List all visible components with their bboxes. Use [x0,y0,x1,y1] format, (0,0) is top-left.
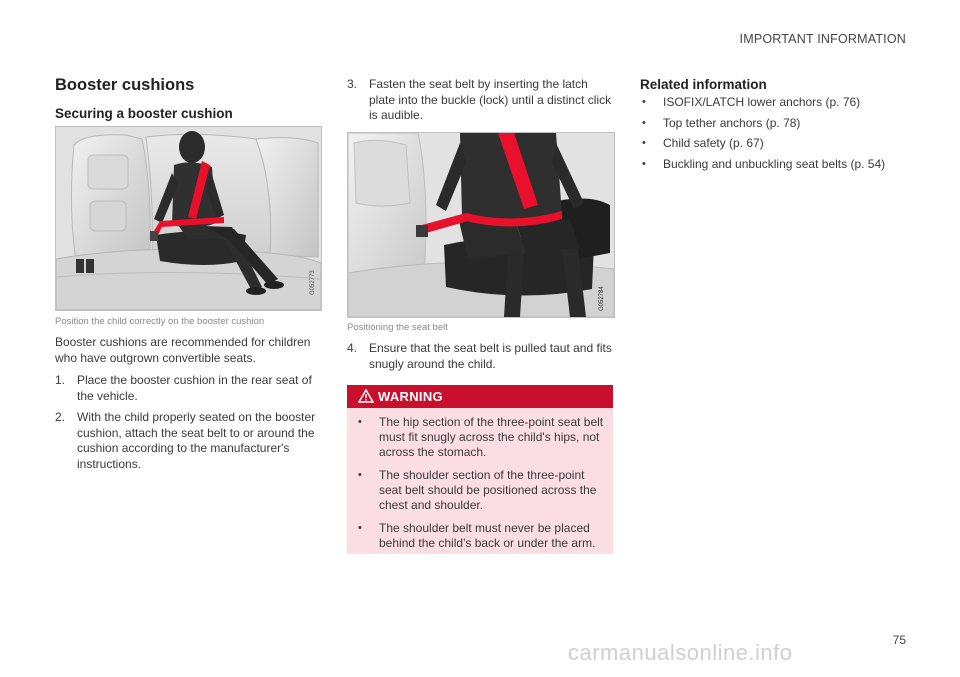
step-2 [55,410,321,474]
list-item-text: The hip section of the three-point seat belt must fit snugly across the child's hips, not across the stomach. [379,415,604,459]
step-1 [55,373,321,405]
figure-caption: Positioning the seat belt [347,322,448,333]
step-text: Place the booster cushion in the rear seat of the vehicle. [77,373,312,403]
step-number: 4. [347,341,358,355]
intro-paragraph: Booster cushions are recommended for children who have outgrown convertible seats. [55,335,311,365]
related-link[interactable] [640,136,910,152]
seat-belt-illustration [347,132,615,318]
warning-title: WARNING [378,389,443,404]
step-4 [347,341,613,375]
bullet-icon: • [642,157,646,170]
bullet-icon: • [358,469,362,481]
warning-list [356,415,608,559]
related-link[interactable] [640,157,910,173]
related-link-text[interactable]: ISOFIX/LATCH lower anchors (p. 76) [663,95,861,109]
step-number: 2. [55,410,66,424]
related-info-title: Related information [640,77,767,92]
figure-code: G052773 [310,270,316,295]
figure-code: G052784 [599,286,605,311]
bullet-icon: • [642,137,646,149]
page-number: 75 [892,633,906,647]
list-item-text: The shoulder section of the three-point seat belt should be positioned across the chest and shoulder. [379,468,597,512]
warning-header [347,385,613,408]
watermark-text: carmanualsonline.info [568,640,793,665]
list-item [356,415,608,460]
related-link[interactable] [640,116,910,132]
bullet-icon: • [358,416,362,428]
related-link-text[interactable]: Buckling and unbuckling seat belts (p. 54) [663,156,886,171]
related-links-list [640,95,910,177]
step-number: 1. [55,373,66,387]
figure-caption: Position the child correctly on the booster cushion [55,316,265,327]
list-item-text: The shoulder belt must never be placed behind the child's back or under the arm. [379,521,596,550]
warning-triangle-icon [358,389,374,403]
step-3 [347,77,613,125]
step-text: With the child properly seated on the booster cushion, attach the seat belt to or around the cushion according to the manufacturer's instructions. [77,410,316,471]
related-link-text[interactable]: Child safety (p. 67) [663,136,764,150]
related-link[interactable] [640,95,910,111]
section-header: IMPORTANT INFORMATION [739,32,906,46]
warning-box [347,385,613,554]
list-item [356,468,608,513]
step-number: 3. [347,77,358,91]
bullet-icon: • [642,96,646,108]
step-text: Fasten the seat belt by inserting the latch plate into the buckle (lock) until a distinct click is audible. [369,77,612,122]
section-subtitle: Securing a booster cushion [55,106,233,121]
related-link-text[interactable]: Top tether anchors (p. 78) [663,115,801,130]
page-title: Booster cushions [55,76,195,94]
bullet-icon: • [642,116,646,129]
step-text: Ensure that the seat belt is pulled taut and fits snugly around the child. [369,341,612,371]
list-item [356,521,608,551]
bullet-icon: • [358,522,362,534]
booster-illustration [55,126,322,311]
